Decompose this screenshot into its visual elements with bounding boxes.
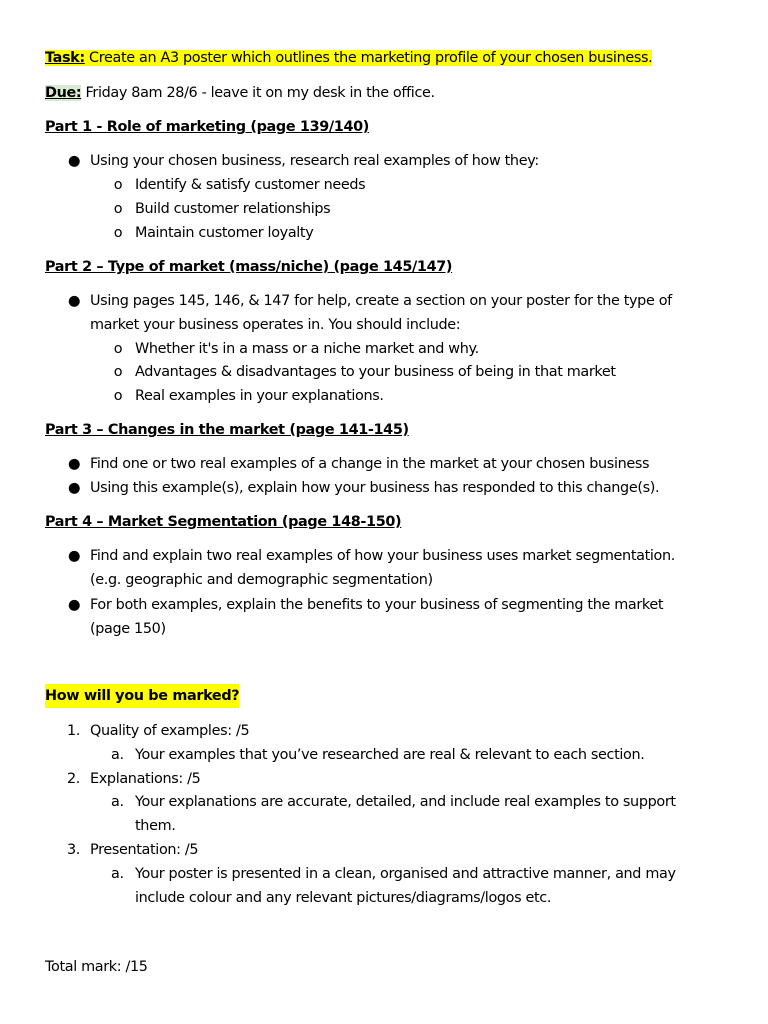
- marking-item: Presentation: /5: [90, 842, 199, 858]
- part-4-heading: Part 4 – Market Segmentation (page 148-150): [45, 514, 402, 530]
- total-mark: Total mark: /15: [45, 959, 148, 975]
- marking-sub-marker: a.: [111, 794, 124, 810]
- due-label: Due:: [45, 85, 82, 101]
- due-line: [45, 81, 435, 105]
- bullet-marker: ●: [67, 293, 81, 309]
- marking-sub-marker: a.: [111, 747, 124, 763]
- list-item: Using your chosen business, research real examples of how they:: [90, 153, 539, 169]
- sub-bullet-marker: o: [113, 201, 123, 217]
- bullet-marker: ●: [67, 548, 81, 564]
- sub-list-item: Build customer relationships: [135, 201, 331, 217]
- marking-heading: How will you be marked?: [45, 684, 239, 708]
- list-item: Using this example(s), explain how your business has responded to this change(s).: [90, 480, 660, 496]
- list-item-line: For both examples, explain the benefits to your business of segmenting the market: [90, 597, 664, 613]
- part-3-heading: Part 3 – Changes in the market (page 141-145): [45, 422, 409, 438]
- list-item-line: (e.g. geographic and demographic segmentation): [90, 572, 433, 588]
- marking-sub-item-line: Your poster is presented in a clean, organised and attractive manner, and may: [135, 866, 676, 882]
- marking-item-number: 2.: [67, 771, 81, 787]
- list-item-line: Using pages 145, 146, & 147 for help, create a section on your poster for the type of: [90, 293, 672, 309]
- marking-sub-item-line: include colour and any relevant pictures/diagrams/logos etc.: [135, 890, 552, 906]
- marking-sub-item-line: them.: [135, 818, 176, 834]
- task-text: Create an A3 poster which outlines the marketing profile of your chosen business.: [89, 50, 653, 66]
- sub-list-item: Advantages & disadvantages to your business of being in that market: [135, 364, 616, 380]
- list-item-line: market your business operates in. You should include:: [90, 317, 461, 333]
- sub-list-item: Whether it's in a mass or a niche market and why.: [135, 341, 479, 357]
- sub-bullet-marker: o: [113, 341, 123, 357]
- sub-list-item: Identify & satisfy customer needs: [135, 177, 366, 193]
- part-1-heading: Part 1 - Role of marketing (page 139/140): [45, 119, 370, 135]
- sub-bullet-marker: o: [113, 364, 123, 380]
- sub-bullet-marker: o: [113, 177, 123, 193]
- sub-list-item: Real examples in your explanations.: [135, 388, 384, 404]
- marking-item-number: 1.: [67, 723, 81, 739]
- marking-sub-item: Your examples that you’ve researched are real & relevant to each section.: [135, 747, 645, 763]
- bullet-marker: ●: [67, 153, 81, 169]
- due-text: Friday 8am 28/6 - leave it on my desk in the office.: [85, 85, 435, 101]
- list-item: Find one or two real examples of a change in the market at your chosen business: [90, 456, 650, 472]
- marking-item: Quality of examples: /5: [90, 723, 250, 739]
- bullet-marker: ●: [67, 480, 81, 496]
- list-item-line: (page 150): [90, 621, 166, 637]
- sub-list-item: Maintain customer loyalty: [135, 225, 314, 241]
- part-2-heading: Part 2 – Type of market (mass/niche) (page 145/147): [45, 259, 453, 275]
- marking-item: Explanations: /5: [90, 771, 201, 787]
- sub-bullet-marker: o: [113, 225, 123, 241]
- list-item-line: Find and explain two real examples of how your business uses market segmentation.: [90, 548, 675, 564]
- marking-sub-marker: a.: [111, 866, 124, 882]
- bullet-marker: ●: [67, 456, 81, 472]
- marking-item-number: 3.: [67, 842, 81, 858]
- bullet-marker: ●: [67, 597, 81, 613]
- task-line: [45, 46, 652, 70]
- sub-bullet-marker: o: [113, 388, 123, 404]
- marking-sub-item-line: Your explanations are accurate, detailed, and include real examples to support: [135, 794, 676, 810]
- task-label: Task:: [45, 50, 85, 66]
